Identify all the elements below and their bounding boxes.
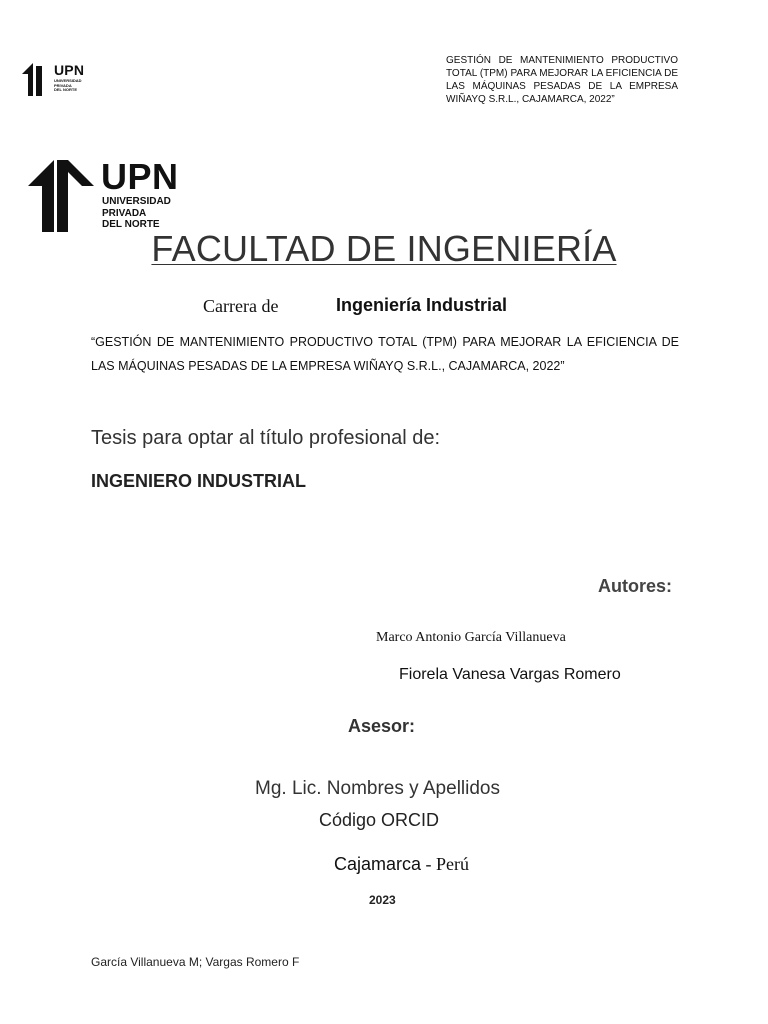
degree-intro: Tesis para optar al título profesional de: xyxy=(91,427,441,449)
running-title: GESTIÓN DE MANTENIMIENTO PRODUCTIVO TOTAL (TPM) PARA MEJORAR LA EFICIENCIA DE LAS MÁQUINAS PESADAS DE LA EMPRESA WIÑAYQ S.R.L., CAJAMARCA, 2022” xyxy=(446,55,678,105)
upn-arrow-icon xyxy=(22,62,52,96)
footer-authors: García Villanueva M; Vargas Romero F xyxy=(91,955,300,969)
author-name: Fiorela Vanesa Vargas Romero xyxy=(399,666,621,683)
faculty-heading: FACULTAD DE INGENIERÍA xyxy=(151,228,617,269)
career-label: Carrera de xyxy=(203,296,279,316)
advisor-label: Asesor: xyxy=(348,716,416,736)
degree-title: INGENIERO INDUSTRIAL xyxy=(91,471,307,491)
upn-arrow-icon xyxy=(28,158,96,234)
thesis-title: “GESTIÓN DE MANTENIMIENTO PRODUCTIVO TOTAL (TPM) PARA MEJORAR LA EFICIENCIA DE LAS MÁQUINAS PESADAS DE LA EMPRESA WIÑAYQ S.R.L., CAJAMARCA, 2022” xyxy=(91,335,679,373)
author-name: Marco Antonio García Villanueva xyxy=(376,630,566,645)
header-logo-subtitle: UNIVERSIDAD PRIVADA DEL NORTE xyxy=(54,78,82,93)
logo-subtitle: UNIVERSIDAD PRIVADA DEL NORTE xyxy=(102,196,171,230)
university-logo xyxy=(28,158,188,234)
header-logo-word: UPN xyxy=(54,62,85,78)
place-city: Cajamarca xyxy=(334,854,422,874)
career-value: Ingeniería Industrial xyxy=(336,295,508,315)
place-country: - Perú xyxy=(421,854,470,874)
advisor-orcid: Código ORCID xyxy=(319,810,440,830)
place xyxy=(334,854,469,875)
logo-word: UPN xyxy=(101,156,179,197)
authors-label: Autores: xyxy=(598,576,673,596)
header-logo xyxy=(22,62,92,98)
advisor-name: Mg. Lic. Nombres y Apellidos xyxy=(255,778,500,799)
year: 2023 xyxy=(369,893,396,907)
